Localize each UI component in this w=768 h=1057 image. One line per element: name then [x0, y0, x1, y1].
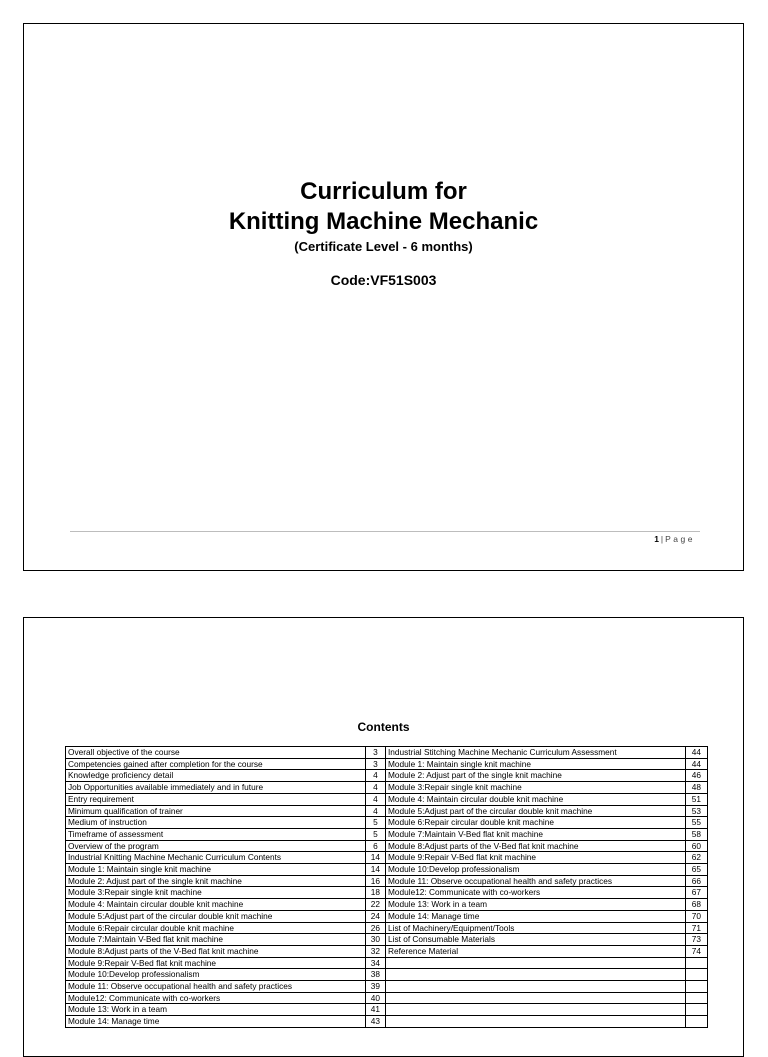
- toc-entry-page: [685, 992, 707, 1004]
- toc-entry-page: 14: [365, 864, 385, 876]
- toc-entry-label: Competencies gained after completion for the course: [66, 758, 366, 770]
- toc-entry-label: Module 9:Repair V-Bed flat knit machine: [385, 852, 685, 864]
- toc-entry-page: [685, 1004, 707, 1016]
- toc-entry-label: Module 10:Develop professionalism: [385, 864, 685, 876]
- toc-entry-label: Module 5:Adjust part of the circular double knit machine: [66, 910, 366, 922]
- toc-entry-page: 71: [685, 922, 707, 934]
- toc-entry-page: 30: [365, 934, 385, 946]
- toc-entry-label: Industrial Stitching Machine Mechanic Curriculum Assessment: [385, 747, 685, 759]
- title-line-2: Knitting Machine Mechanic: [228, 208, 539, 235]
- toc-entry-label: Overall objective of the course: [66, 747, 366, 759]
- toc-entry-page: 62: [685, 852, 707, 864]
- toc-entry-page: 26: [365, 922, 385, 934]
- table-row: [66, 793, 708, 805]
- toc-entry-label: Module 6:Repair circular double knit machine: [66, 922, 366, 934]
- toc-entry-page: [685, 957, 707, 969]
- toc-entry-label: Module 11: Observe occupational health and safety practices: [66, 981, 366, 993]
- toc-entry-page: 5: [365, 828, 385, 840]
- toc-entry-label: Module 5:Adjust part of the circular double knit machine: [385, 805, 685, 817]
- toc-entry-page: 67: [685, 887, 707, 899]
- table-row: [66, 969, 708, 981]
- toc-entry-page: 40: [365, 992, 385, 1004]
- toc-entry-page: 4: [365, 782, 385, 794]
- toc-entry-label: Module 10:Develop professionalism: [66, 969, 366, 981]
- toc-entry-page: 4: [365, 770, 385, 782]
- toc-entry-page: 18: [365, 887, 385, 899]
- toc-entry-page: 4: [365, 805, 385, 817]
- table-row: [66, 747, 708, 759]
- toc-entry-label: Module 8:Adjust parts of the V-Bed flat knit machine: [385, 840, 685, 852]
- contents-page: [23, 617, 744, 1057]
- toc-entry-label: Module 3:Repair single knit machine: [385, 782, 685, 794]
- table-row: [66, 852, 708, 864]
- table-row: [66, 945, 708, 957]
- course-code: Code:VF51S003: [330, 272, 437, 288]
- toc-entry-page: 24: [365, 910, 385, 922]
- toc-entry-page: 44: [685, 758, 707, 770]
- toc-entry-page: [685, 981, 707, 993]
- toc-entry-label: Module 13: Work in a team: [66, 1004, 366, 1016]
- table-row: [66, 887, 708, 899]
- toc-entry-label: Medium of instruction: [66, 817, 366, 829]
- toc-entry-page: 22: [365, 899, 385, 911]
- toc-entry-page: 73: [685, 934, 707, 946]
- toc-entry-page: 39: [365, 981, 385, 993]
- toc-entry-label: Module 11: Observe occupational health and safety practices: [385, 875, 685, 887]
- table-row: [66, 1004, 708, 1016]
- toc-entry-label: Module 2: Adjust part of the single knit machine: [385, 770, 685, 782]
- table-row: [66, 981, 708, 993]
- page-separator: |: [660, 534, 664, 544]
- toc-entry-label: [385, 957, 685, 969]
- toc-entry-label: Module 6:Repair circular double knit machine: [385, 817, 685, 829]
- toc-entry-label: [385, 1016, 685, 1028]
- toc-entry-label: Module 13: Work in a team: [385, 899, 685, 911]
- toc-entry-page: 16: [365, 875, 385, 887]
- toc-entry-page: [685, 1016, 707, 1028]
- title-line-1: Curriculum for: [300, 178, 467, 205]
- toc-entry-label: Module 9:Repair V-Bed flat knit machine: [66, 957, 366, 969]
- title-block: [24, 177, 743, 288]
- table-row: [66, 770, 708, 782]
- toc-entry-page: 3: [365, 758, 385, 770]
- toc-entry-label: Industrial Knitting Machine Mechanic Curriculum Contents: [66, 852, 366, 864]
- toc-entry-label: Job Opportunities available immediately and in future: [66, 782, 366, 794]
- toc-entry-page: 48: [685, 782, 707, 794]
- toc-entry-label: Timeframe of assessment: [66, 828, 366, 840]
- toc-entry-label: List of Consumable Materials: [385, 934, 685, 946]
- toc-entry-label: Module 4: Maintain circular double knit machine: [385, 793, 685, 805]
- table-row: [66, 805, 708, 817]
- table-row: [66, 1016, 708, 1028]
- page-footer: [654, 534, 695, 544]
- toc-entry-label: Overview of the program: [66, 840, 366, 852]
- toc-entry-page: 32: [365, 945, 385, 957]
- table-row: [66, 934, 708, 946]
- table-row: [66, 817, 708, 829]
- toc-entry-page: 53: [685, 805, 707, 817]
- cover-page: [23, 23, 744, 571]
- toc-entry-page: 51: [685, 793, 707, 805]
- toc-entry-page: 43: [365, 1016, 385, 1028]
- toc-entry-page: 5: [365, 817, 385, 829]
- toc-entry-label: Module 2: Adjust part of the single knit machine: [66, 875, 366, 887]
- toc-entry-label: Module12: Communicate with co-workers: [385, 887, 685, 899]
- toc-entry-label: [385, 981, 685, 993]
- toc-entry-page: 38: [365, 969, 385, 981]
- toc-entry-page: 41: [365, 1004, 385, 1016]
- footer-rule: [70, 531, 700, 532]
- toc-entry-label: [385, 969, 685, 981]
- toc-entry-label: Module 4: Maintain circular double knit machine: [66, 899, 366, 911]
- table-row: [66, 992, 708, 1004]
- toc-entry-page: 68: [685, 899, 707, 911]
- toc-entry-page: 34: [365, 957, 385, 969]
- table-row: [66, 875, 708, 887]
- table-row: [66, 758, 708, 770]
- table-row: [66, 840, 708, 852]
- toc-entry-label: Module12: Communicate with co-workers: [66, 992, 366, 1004]
- toc-entry-page: 46: [685, 770, 707, 782]
- table-row: [66, 782, 708, 794]
- contents-table: [65, 746, 708, 1028]
- toc-entry-page: 74: [685, 945, 707, 957]
- toc-entry-page: 66: [685, 875, 707, 887]
- toc-entry-label: Entry requirement: [66, 793, 366, 805]
- contents-table-body: [66, 747, 708, 1028]
- toc-entry-page: 60: [685, 840, 707, 852]
- toc-entry-page: [685, 969, 707, 981]
- toc-entry-label: Module 3:Repair single knit machine: [66, 887, 366, 899]
- toc-entry-label: List of Machinery/Equipment/Tools: [385, 922, 685, 934]
- toc-entry-page: 58: [685, 828, 707, 840]
- toc-entry-label: Module 1: Maintain single knit machine: [66, 864, 366, 876]
- toc-entry-page: 65: [685, 864, 707, 876]
- toc-entry-page: 55: [685, 817, 707, 829]
- toc-entry-label: Module 7:Maintain V-Bed flat knit machine: [385, 828, 685, 840]
- toc-entry-page: 44: [685, 747, 707, 759]
- table-row: [66, 957, 708, 969]
- toc-entry-label: [385, 1004, 685, 1016]
- table-row: [66, 910, 708, 922]
- toc-entry-label: [385, 992, 685, 1004]
- page-word: Page: [665, 534, 695, 544]
- toc-entry-label: Module 14: Manage time: [385, 910, 685, 922]
- subtitle: (Certificate Level - 6 months): [294, 239, 473, 254]
- table-row: [66, 899, 708, 911]
- toc-entry-label: Module 8:Adjust parts of the V-Bed flat knit machine: [66, 945, 366, 957]
- toc-entry-label: Module 7:Maintain V-Bed flat knit machine: [66, 934, 366, 946]
- table-row: [66, 828, 708, 840]
- toc-entry-page: 3: [365, 747, 385, 759]
- toc-entry-label: Reference Material: [385, 945, 685, 957]
- toc-entry-label: Knowledge proficiency detail: [66, 770, 366, 782]
- table-row: [66, 864, 708, 876]
- toc-entry-page: 4: [365, 793, 385, 805]
- toc-entry-label: Module 14: Manage time: [66, 1016, 366, 1028]
- contents-title: Contents: [357, 720, 410, 734]
- toc-entry-page: 6: [365, 840, 385, 852]
- page-number: 1: [654, 534, 659, 544]
- toc-entry-page: 14: [365, 852, 385, 864]
- table-row: [66, 922, 708, 934]
- toc-entry-page: 70: [685, 910, 707, 922]
- toc-entry-label: Minimum qualification of trainer: [66, 805, 366, 817]
- toc-entry-label: Module 1: Maintain single knit machine: [385, 758, 685, 770]
